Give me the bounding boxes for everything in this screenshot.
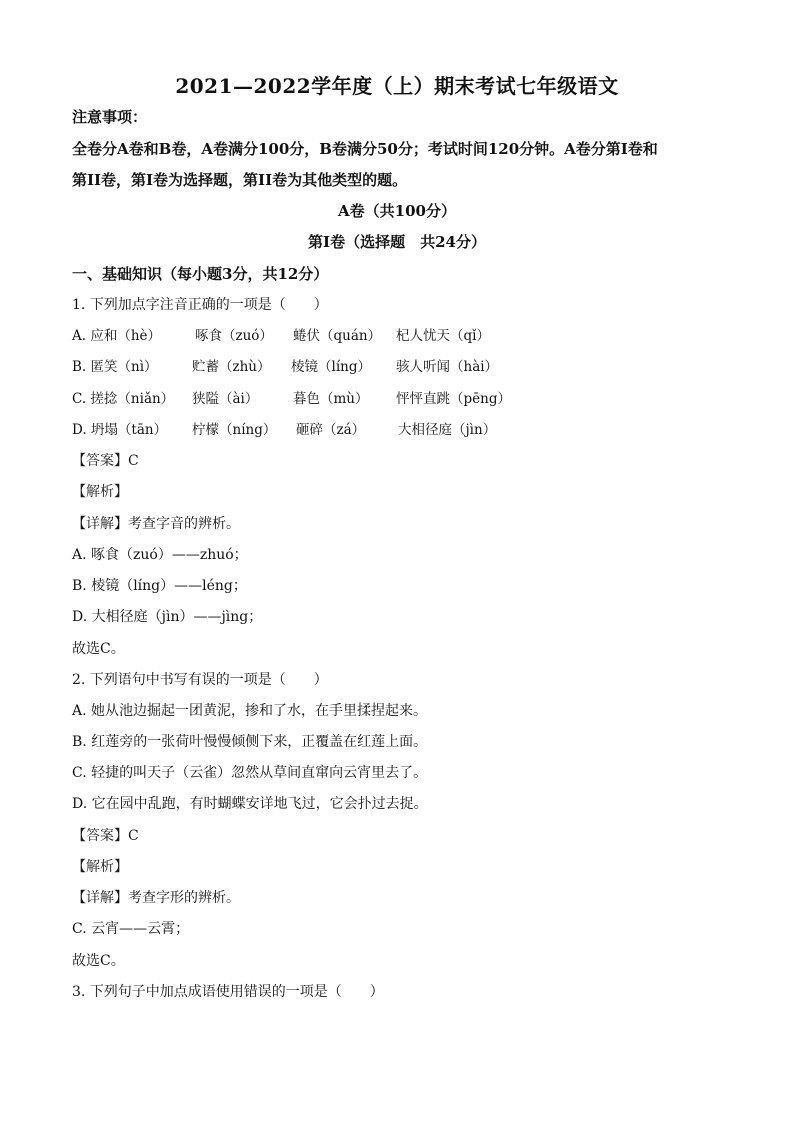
- q2-option-b: B. 红莲旁的一张荷叶慢慢倾侧下来，正覆盖在红莲上面。: [72, 734, 428, 750]
- question-1-stem: 1. 下列加点字注音正确的一项是（ ）: [72, 297, 328, 313]
- q2-note-c: C. 云宵——云霄；: [72, 921, 190, 937]
- notice-line-1: 全卷分A卷和B卷，A卷满分100分，B卷满分50分；考试时间120分钟。A卷分第I卷和: [72, 140, 658, 158]
- q1-option-a-item-4: 杞人忧天（qǐ）: [396, 328, 490, 344]
- q1-detail: 【详解】考查字音的辨析。: [72, 516, 240, 532]
- q2-detail: 【详解】考查字形的辨析。: [72, 890, 240, 906]
- q1-option-c-item-2: 狭隘（ài）: [192, 391, 259, 407]
- q1-answer: 【答案】C: [72, 453, 139, 469]
- q1-option-d-item-2: 柠檬（níng）: [192, 422, 277, 438]
- q1-note-b: B. 棱镜（líng）——léng；: [72, 578, 247, 594]
- q1-option-d-item-3: 砸碎（zá）: [296, 422, 366, 438]
- q1-option-a-item-2: 啄食（zuó）: [195, 328, 273, 344]
- q2-answer: 【答案】C: [72, 828, 139, 844]
- notice-heading: 注意事项：: [72, 108, 148, 126]
- q1-option-c-item-4: 怦怦直跳（pēng）: [396, 391, 511, 407]
- notice-line-2: 第II卷，第I卷为选择题，第II卷为其他类型的题。: [72, 171, 408, 189]
- q1-option-b: B. 匿笑（nì）: [72, 359, 158, 375]
- section-a-heading: A卷（共100分）: [338, 202, 456, 220]
- q1-option-d-item-4: 大相径庭（jìn）: [398, 422, 497, 438]
- q1-option-b-item-4: 骇人听闻（hài）: [396, 359, 499, 375]
- q1-conclusion: 故选C。: [72, 641, 125, 657]
- q1-analysis-label: 【解析】: [72, 484, 128, 500]
- q2-analysis-label: 【解析】: [72, 859, 128, 875]
- q1-option-a: A. 应和（hè）: [72, 328, 162, 344]
- part-1-heading: 第I卷（选择题 共24分）: [308, 233, 486, 251]
- q1-option-c-item-3: 暮色（mù）: [293, 391, 369, 407]
- q1-note-a: A. 啄食（zuó）——zhuó；: [72, 547, 248, 563]
- q1-option-b-item-3: 棱镜（líng）: [291, 359, 371, 375]
- q1-option-d: D. 坍塌（tān）: [72, 422, 168, 438]
- q2-option-a: A. 她从池边掘起一团黄泥，掺和了水，在手里揉捏起来。: [72, 703, 428, 719]
- q1-note-d: D. 大相径庭（jìn）——jìng；: [72, 609, 263, 625]
- question-3-stem: 3. 下列句子中加点成语使用错误的一项是（ ）: [72, 984, 384, 1000]
- q2-option-d: D. 它在园中乱跑，有时蝴蝶安详地飞过，它会扑过去捉。: [72, 796, 428, 812]
- q1-option-c: C. 搓捻（niǎn）: [72, 391, 175, 407]
- part-1-subheading: 一、基础知识（每小题3分，共12分）: [72, 265, 329, 283]
- q2-option-c: C. 轻捷的叫天子（云雀）忽然从草间直窜向云宵里去了。: [72, 765, 428, 781]
- q1-option-b-item-2: 贮蓄（zhù）: [192, 359, 271, 375]
- q1-option-a-item-3: 蜷伏（quán）: [293, 328, 382, 344]
- question-2-stem: 2. 下列语句中书写有误的一项是（ ）: [72, 672, 328, 688]
- q2-conclusion: 故选C。: [72, 953, 125, 969]
- exam-title: 2021—2022学年度（上）期末考试七年级语文: [175, 74, 619, 98]
